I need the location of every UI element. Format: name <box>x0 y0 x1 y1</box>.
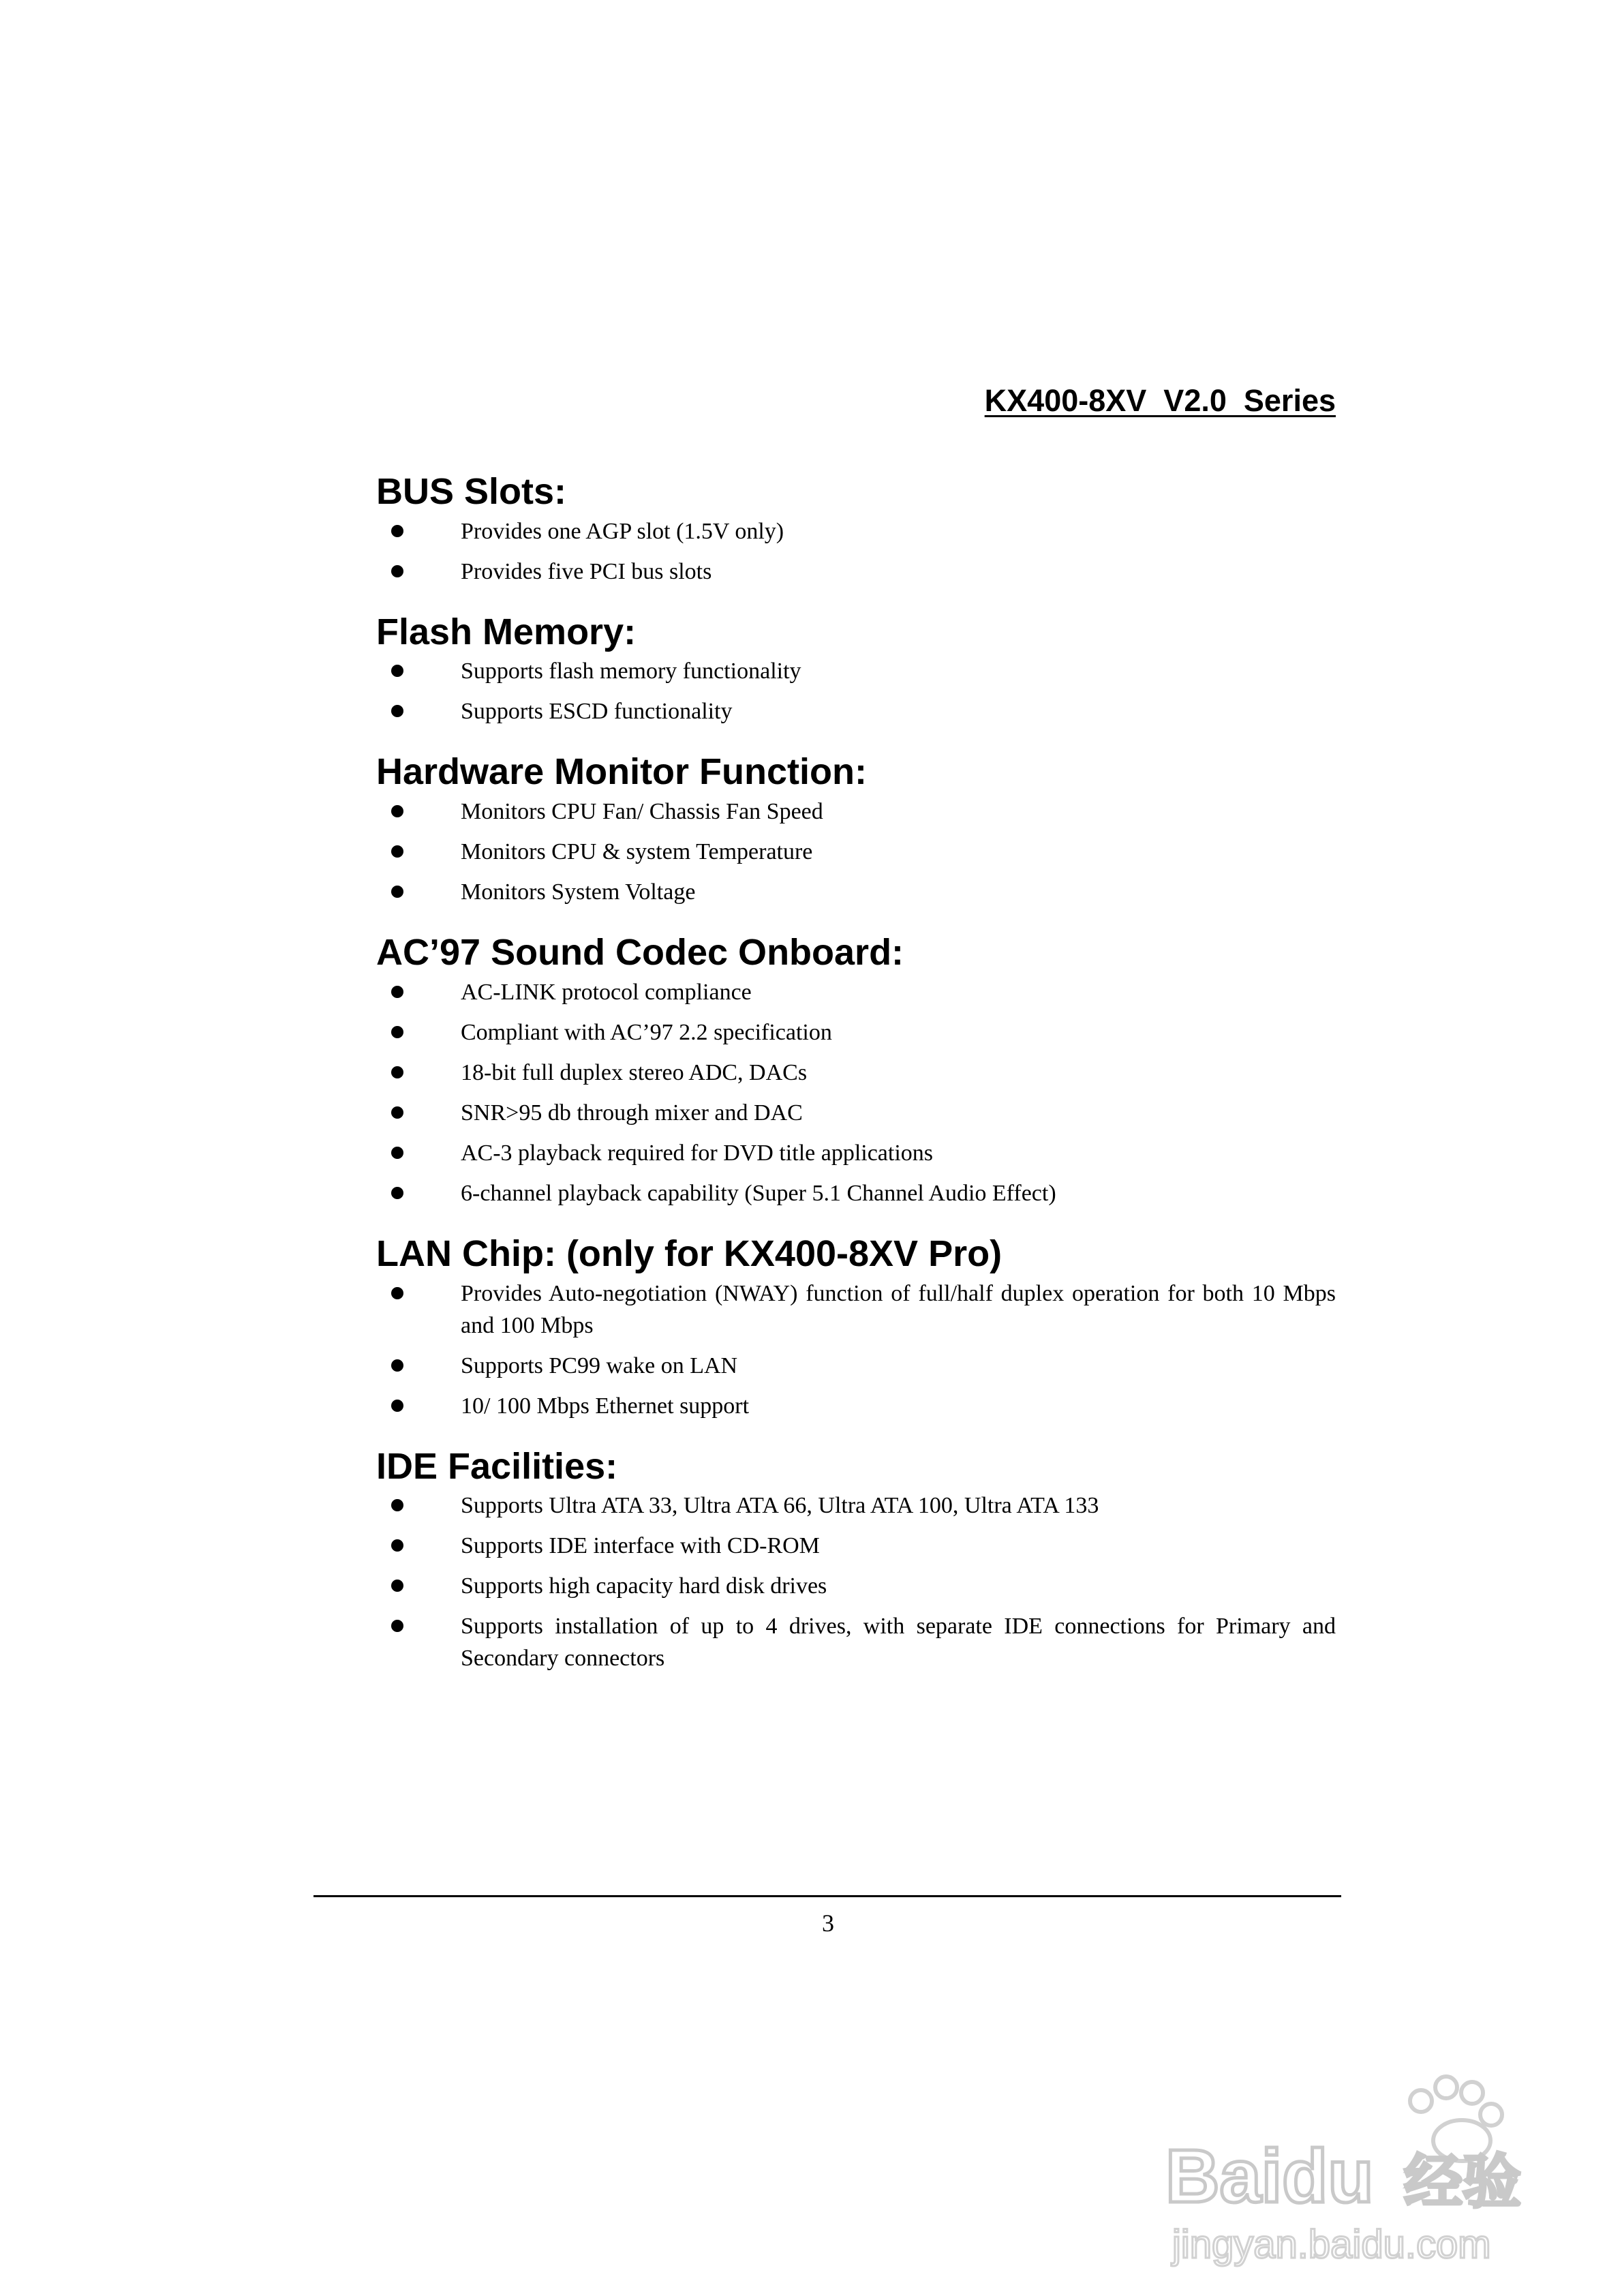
list-item-text: Supports flash memory functionality <box>461 659 801 684</box>
bullet-dot-icon <box>391 1359 403 1372</box>
section-heading: AC’97 Sound Codec Onboard: <box>376 932 904 973</box>
list-item <box>376 1278 1336 1342</box>
list-item-text: 18-bit full duplex stereo ADC, DACs <box>461 1059 808 1085</box>
list-item-text: Monitors CPU & system Temperature <box>461 839 813 865</box>
list-item <box>376 1137 1336 1169</box>
bullet-list <box>376 796 1336 908</box>
list-item <box>376 1177 1336 1209</box>
bullet-list <box>376 655 1336 727</box>
list-item <box>376 1610 1336 1674</box>
list-item <box>376 1097 1336 1129</box>
list-item-text: 6-channel playback capability (Super 5.1 Channel Audio Effect) <box>461 1180 1056 1206</box>
list-item <box>376 655 1336 687</box>
bullet-dot-icon <box>391 565 403 577</box>
bullet-dot-icon <box>391 1187 403 1199</box>
bullet-dot-icon <box>391 886 403 898</box>
watermark-brand-text: Baidu <box>1165 2134 1374 2218</box>
bullet-dot-icon <box>391 845 403 858</box>
section-heading: BUS Slots: <box>376 471 567 512</box>
list-item <box>376 1016 1336 1048</box>
list-item-text: AC-3 playback required for DVD title applications <box>461 1140 934 1166</box>
bullet-list <box>376 515 1336 588</box>
list-item <box>376 515 1336 547</box>
list-item-text: Supports installation of up to 4 drives, with separate IDE connections for Primary and Secondary connectors <box>461 1614 1336 1672</box>
bullet-list <box>376 976 1336 1209</box>
bullet-dot-icon <box>391 525 403 537</box>
list-item <box>376 1570 1336 1602</box>
list-item-text: Provides one AGP slot (1.5V only) <box>461 518 784 544</box>
list-item-text: Compliant with AC’97 2.2 specification <box>461 1019 832 1045</box>
list-item <box>376 695 1336 727</box>
section-heading: Flash Memory: <box>376 611 637 652</box>
bullet-list <box>376 1490 1336 1674</box>
baidu-jingyan-watermark-logo <box>1152 2066 1561 2270</box>
list-item-text: SNR>95 db through mixer and DAC <box>461 1100 803 1126</box>
list-item <box>376 556 1336 588</box>
bullet-list <box>376 1278 1336 1422</box>
bullet-dot-icon <box>391 1026 403 1038</box>
page-number: 3 <box>822 1909 834 1937</box>
section <box>376 931 1336 1209</box>
list-item-text: 10/ 100 Mbps Ethernet support <box>461 1393 750 1419</box>
list-item <box>376 876 1336 908</box>
section-heading: Hardware Monitor Function: <box>376 751 867 793</box>
list-item-text: Provides five PCI bus slots <box>461 558 712 584</box>
list-item <box>376 1530 1336 1562</box>
section <box>376 751 1336 908</box>
list-item <box>376 1350 1336 1382</box>
bullet-dot-icon <box>391 705 403 717</box>
bullet-dot-icon <box>391 986 403 998</box>
list-item-text: Supports PC99 wake on LAN <box>461 1353 738 1378</box>
section <box>376 1233 1336 1422</box>
list-item <box>376 1057 1336 1089</box>
bullet-dot-icon <box>391 1066 403 1078</box>
section-heading: LAN Chip: (only for KX400-8XV Pro) <box>376 1233 1003 1274</box>
section <box>376 1445 1336 1675</box>
list-item-text: Supports Ultra ATA 33, Ultra ATA 66, Ultra ATA 100, Ultra ATA 133 <box>461 1493 1099 1519</box>
watermark-url-text: jingyan.baidu.com <box>1172 2222 1491 2267</box>
list-item-text: Provides Auto-negotiation (NWAY) function of full/half duplex operation for both 10 Mbps and 100 Mbps <box>461 1280 1336 1338</box>
bullet-dot-icon <box>391 1580 403 1592</box>
bullet-dot-icon <box>391 665 403 677</box>
list-item <box>376 1390 1336 1422</box>
list-item-text: Monitors CPU Fan/ Chassis Fan Speed <box>461 799 823 825</box>
bullet-dot-icon <box>391 1539 403 1552</box>
bullet-dot-icon <box>391 1106 403 1119</box>
bullet-dot-icon <box>391 1287 403 1299</box>
list-item <box>376 1490 1336 1522</box>
bullet-dot-icon <box>391 805 403 817</box>
list-item <box>376 796 1336 828</box>
watermark-brand-cn-text: 经验 <box>1404 2148 1521 2216</box>
content-body <box>376 470 1336 1682</box>
list-item-text: Monitors System Voltage <box>461 879 696 905</box>
page-header-title: KX400-8XV V2.0 Series <box>984 383 1336 418</box>
list-item <box>376 836 1336 868</box>
list-item-text: Supports high capacity hard disk drives <box>461 1573 827 1599</box>
bullet-dot-icon <box>391 1147 403 1159</box>
bullet-dot-icon <box>391 1620 403 1632</box>
section-heading: IDE Facilities: <box>376 1445 618 1487</box>
bullet-dot-icon <box>391 1499 403 1511</box>
list-item-text: Supports ESCD functionality <box>461 699 733 725</box>
bullet-dot-icon <box>391 1400 403 1412</box>
section <box>376 611 1336 728</box>
section <box>376 470 1336 588</box>
list-item-text: AC-LINK protocol compliance <box>461 979 752 1005</box>
footer-divider <box>313 1895 1341 1897</box>
list-item-text: Supports IDE interface with CD-ROM <box>461 1533 820 1559</box>
list-item <box>376 976 1336 1008</box>
